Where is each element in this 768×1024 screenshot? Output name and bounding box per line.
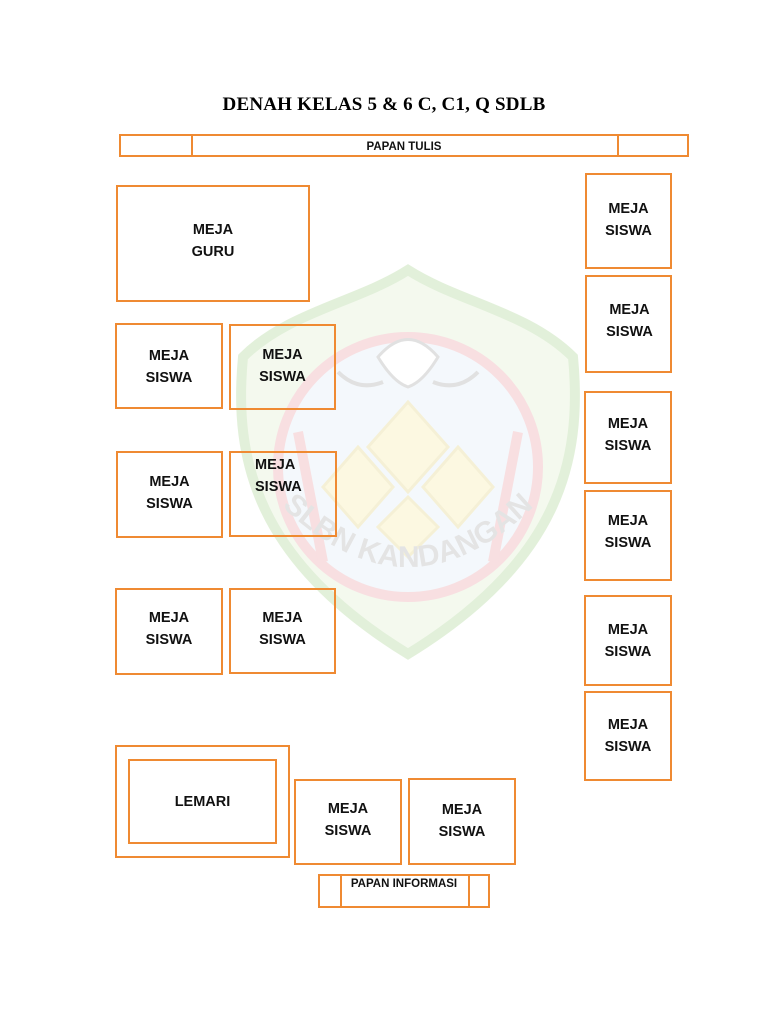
info-board-label: PAPAN INFORMASI — [350, 878, 458, 890]
student-desk-label: MEJA SISWA — [605, 201, 652, 239]
student-desk — [229, 324, 336, 410]
teacher-desk-label: MEJA GURU — [191, 222, 235, 260]
student-desk-label: MEJA SISWA — [606, 302, 653, 340]
cabinet-label: LEMARI — [174, 794, 231, 810]
student-desk-label: MEJA SISWA — [604, 513, 652, 551]
student-desk — [585, 173, 672, 269]
student-desk-label: MEJA SISWA — [604, 622, 652, 660]
student-desk-label: MEJA SISWA — [145, 610, 193, 648]
student-desk — [584, 691, 672, 781]
student-desk — [584, 391, 672, 484]
student-desk — [294, 779, 402, 865]
student-desk — [115, 323, 223, 409]
student-desk — [229, 451, 337, 537]
info-board — [318, 874, 490, 908]
watermark-text: SLBN KANDANGAN — [277, 487, 539, 575]
student-desk-label: MEJA SISWA — [604, 717, 652, 755]
student-desk — [584, 490, 672, 581]
student-desk-label: MEJA SISWA — [604, 416, 652, 454]
whiteboard — [119, 134, 689, 157]
student-desk — [585, 275, 672, 373]
whiteboard-label: PAPAN TULIS — [366, 141, 442, 153]
student-desk-label: MEJA SISWA — [438, 802, 486, 840]
student-desk — [116, 451, 223, 538]
student-desk-label: MEJA SISWA — [146, 474, 193, 512]
student-desk — [229, 588, 336, 674]
student-desk-label: MEJA SISWA — [259, 347, 306, 385]
cabinet — [128, 759, 277, 844]
teacher-desk — [116, 185, 310, 302]
student-desk — [584, 595, 672, 686]
student-desk-label: MEJA SISWA — [145, 348, 193, 386]
student-desk-label: MEJA SISWA — [324, 801, 372, 839]
student-desk-label: MEJA SISWA — [255, 457, 302, 495]
student-desk-label: MEJA SISWA — [259, 610, 306, 648]
student-desk — [408, 778, 516, 865]
student-desk — [115, 588, 223, 675]
page-title: DENAH KELAS 5 & 6 C, C1, Q SDLB — [222, 94, 546, 115]
